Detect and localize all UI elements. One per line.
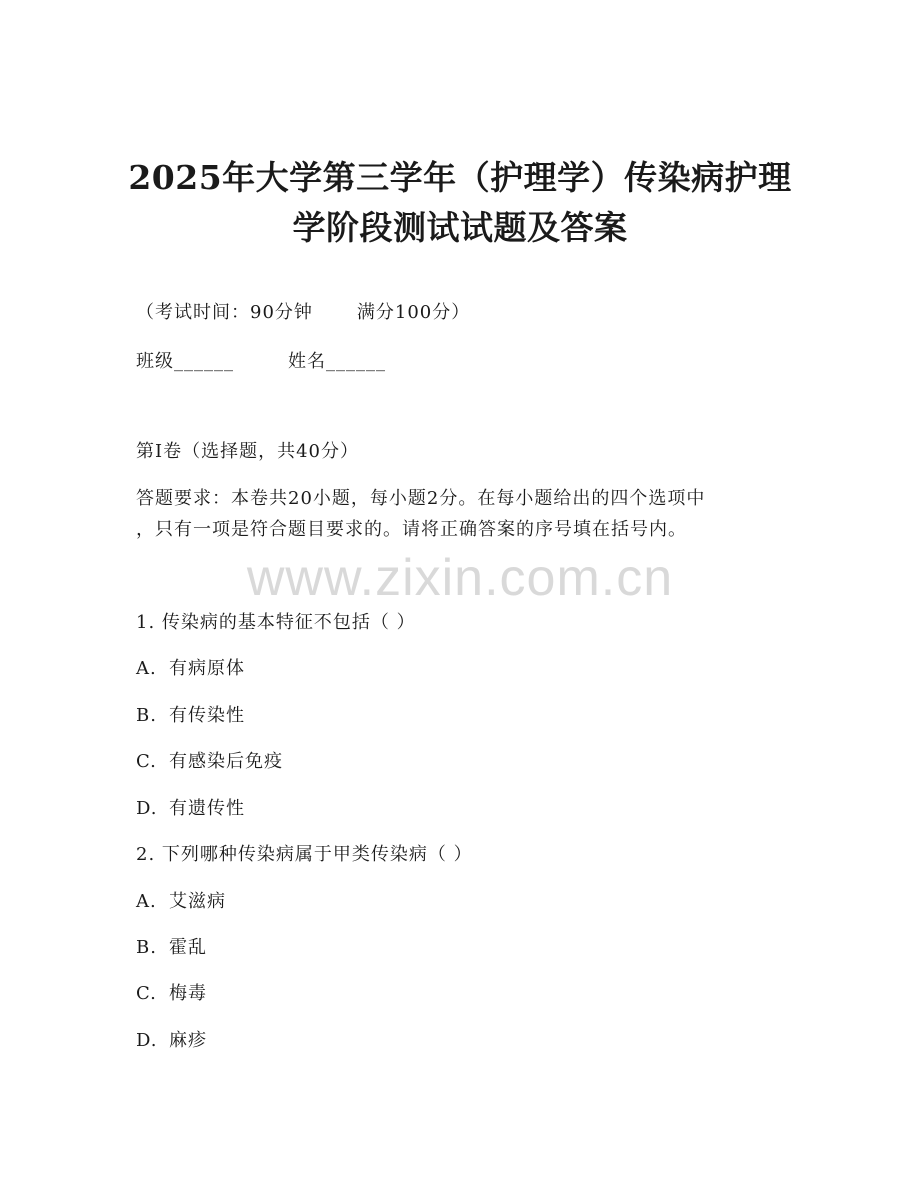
option-label: B. bbox=[136, 705, 157, 726]
question-2-stem: 2. 下列哪种传染病属于甲类传染病（ ） bbox=[136, 844, 473, 865]
option-label: D. bbox=[136, 1030, 158, 1051]
question-1-option-a bbox=[136, 657, 245, 680]
option-text: 艾滋病 bbox=[169, 891, 226, 912]
option-text: 有感染后免疫 bbox=[169, 751, 283, 772]
option-label: B. bbox=[136, 937, 157, 958]
question-2-option-b bbox=[136, 936, 207, 959]
student-info bbox=[136, 350, 386, 373]
name-field: 姓名______ bbox=[288, 351, 386, 372]
question-1-option-c bbox=[136, 750, 283, 773]
section-heading: 第I卷（选择题，共40分） bbox=[136, 441, 360, 462]
option-label: C. bbox=[136, 751, 157, 772]
watermark: www.zixin.com.cn bbox=[246, 549, 674, 607]
option-label: A. bbox=[136, 891, 157, 912]
question-1-stem: 1. 传染病的基本特征不包括（ ） bbox=[136, 612, 416, 633]
option-text: 有传染性 bbox=[169, 705, 245, 726]
question-2-option-c bbox=[136, 982, 207, 1005]
question-2-option-a bbox=[136, 890, 226, 913]
option-text: 梅毒 bbox=[169, 983, 207, 1004]
option-text: 有遗传性 bbox=[169, 798, 245, 819]
option-text: 有病原体 bbox=[169, 658, 245, 679]
exam-score: 满分100分） bbox=[356, 302, 471, 323]
instructions-line-2: ，只有一项是符合题目要求的。请将正确答案的序号填在括号内。 bbox=[136, 519, 687, 540]
option-label: D. bbox=[136, 798, 158, 819]
option-text: 霍乱 bbox=[169, 937, 207, 958]
question-2-option-d bbox=[136, 1029, 207, 1052]
option-text: 麻疹 bbox=[169, 1030, 207, 1051]
question-1-option-b bbox=[136, 704, 245, 727]
document-title-line-2: 学阶段测试试题及答案 bbox=[292, 208, 628, 247]
exam-info bbox=[136, 301, 470, 324]
option-label: C. bbox=[136, 983, 157, 1004]
class-field: 班级______ bbox=[136, 351, 234, 372]
instructions-line-1: 答题要求：本卷共20小题，每小题2分。在每小题给出的四个选项中 bbox=[136, 488, 706, 509]
question-1-option-d bbox=[136, 797, 245, 820]
option-label: A. bbox=[136, 658, 157, 679]
document-title-line-1: 2025年大学第三学年（护理学）传染病护理 bbox=[128, 158, 792, 197]
exam-time: （考试时间：90分钟 bbox=[136, 302, 313, 323]
